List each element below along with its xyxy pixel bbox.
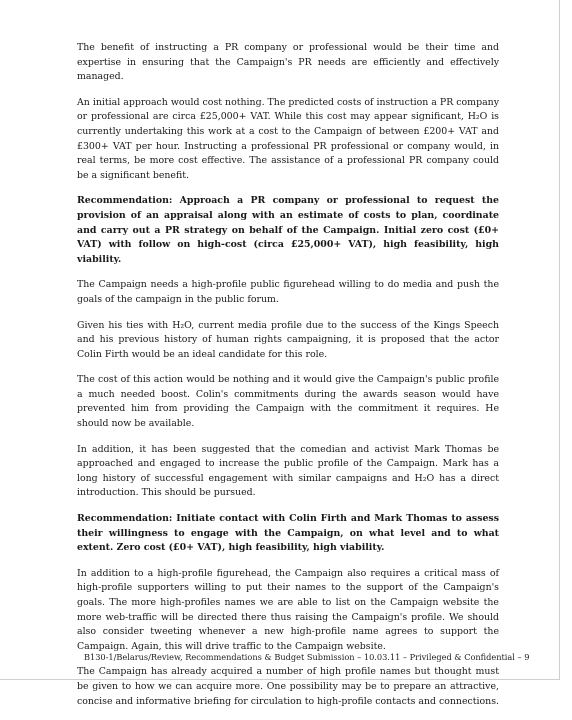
paragraph-figurehead: The Campaign needs a high-profile public figurehead willing to do media and push the goals of the campaign in the public forum. bbox=[77, 279, 499, 305]
paragraph-pr-costs: An initial approach would cost nothing. The predicted costs of instruction a PR company or professional are circa £25,000+ VAT. While this cost may appear significant, H₂O is currently undertaking this work at a cost to the Campaign of between £200+ VAT and £300+ VAT per hour. Instructing a professional PR professional or company would, in real terms, be more cost effective. The assistance of a professional PR company could be a significant benefit. bbox=[77, 96, 499, 181]
paragraph-supporters: In addition to a high-profile figurehead, the Campaign also requires a critical mass of high-profile supporters willing to put their names to the support of the Campaign's goals. The more high-profiles names we are able to list on the Campaign website the more web-traffic will be directed there thus raising the Campaign's profile. We should also consider tweeting whenever a new high-profile name agrees to support the Campaign. Again, this will drive traffic to the Campaign website. bbox=[77, 567, 499, 652]
document-body bbox=[77, 41, 530, 720]
paragraph-colin-firth: Given his ties with H₂O, current media profile due to the success of the Kings Speech and his previous history of human rights campaigning, it is proposed that the actor Colin Firth would be an ideal candidate for this role. bbox=[77, 319, 499, 360]
page-footer: B130-1/Belarus/Review, Recommendations & Budget Submission – 10.03.11 – Privileged & Confidential – 9 bbox=[84, 652, 530, 662]
recommendation-contact: Recommendation: Initiate contact with Colin Firth and Mark Thomas to assess their willingness to engage with the Campaign, on what level and to what extent. Zero cost (£0+ VAT), high feasibility, high viability. bbox=[77, 513, 499, 554]
paragraph-briefing: The Campaign has already acquired a number of high profile names but thought must be given to how we can acquire more. One possibility may be to prepare an attractive, concise and informative briefing for circulation to high-profile contacts and connections. bbox=[77, 666, 499, 707]
recommendation-pr-company: Recommendation: Approach a PR company or professional to request the provision of an appraisal along with an estimate of costs to plan, coordinate and carry out a PR strategy on behalf of the Campaign. Initial zero cost (£0+ VAT) with follow on high-cost (circa £25,000+ VAT), high feasibility, high viability. bbox=[77, 195, 499, 265]
paragraph-pr-benefit: The benefit of instructing a PR company or professional would be their time and expertise in ensuring that the Campaign's PR needs are efficiently and effectively managed. bbox=[77, 42, 499, 83]
paragraph-action-cost: The cost of this action would be nothing and it would give the Campaign's public profile a much needed boost. Colin's commitments during the awards season would have prevented him from providing the Campaign with the commitment it requires. He should now be available. bbox=[77, 374, 499, 430]
paragraph-mark-thomas: In addition, it has been suggested that the comedian and activist Mark Thomas be approached and engaged to increase the public profile of the Campaign. Mark has a long history of successful engagement with similar campaigns and H₂O has a direct introduction. This should be pursued. bbox=[77, 443, 499, 499]
